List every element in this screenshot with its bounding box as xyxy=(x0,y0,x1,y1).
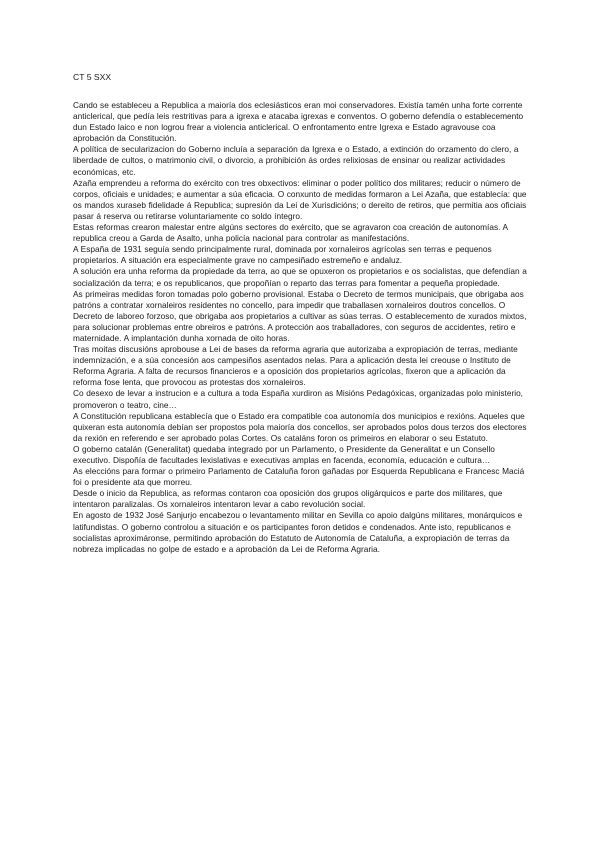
paragraph: Cando se estableceu a Republica a maioría dos eclesiásticos eran moi conservadores. Existía tamén unha forte corrente anticlerical, que pedía leis restritivas para a igrexa e atacaba igrexas e conventos. O goberno defendía o establecemento dun Estado laico e non logrou frear a violencia anticlerical. O enfrontamento entre Igrexa e Estado agravouse coa aprobación da Constitución. xyxy=(73,100,524,144)
paragraph: Tras moitas discusións aprobouse a Lei de bases da reforma agraria que autorizaba a expropiación de terras, mediante indemnización, e a súa concesión aos campesiños asentados nelas. Para a aplicación desta lei creouse o Instituto de Reforma Agraria. A falta de recursos financieros e a oposición dos propietarios agrícolas, fixeron que a aplicación da reforma fose lenta, que provocou as protestas dos xornaleiros. xyxy=(73,344,518,388)
document-title: CT 5 SXX xyxy=(73,72,112,82)
paragraph: Desde o inicio da Republica, as reformas contaron coa oposición dos grupos oligárquicos e parte dos militares, que intentaron paralizalas. Os xornaleiros intentaron levar a cabo revolución social. xyxy=(73,488,503,510)
paragraph: A Constitución republicana establecía que o Estado era compatible coa autonomía dos municipios e rexións. Aqueles que quixeran esta autonomía debían ser propostos pola maioría dos concellos, ser aprobados polos dous terzos dos electores da rexión en referendo e ser aprobado polas Cortes. Os cataláns foron os primeiros en elaborar o seu Estatuto. xyxy=(73,410,527,443)
paragraph: As eleccións para formar o primeiro Parlamento de Cataluña foron gañadas por Esquerda Republicana e Francesc Maciá foi o presidente ata que morreu. xyxy=(73,466,525,488)
paragraph: A política de secularizacion do Goberno incluía a separación da Igrexa e o Estado, a extinción do orzamento do clero, a liberdade de cultos, o matrimonio civil, o divorcio, a prohibición ás ordes relixiosas de ensinar ou realizar actividades económicas, etc. xyxy=(73,144,519,177)
paragraph: Azaña emprendeu a reforma do exército con tres obxectivos: eliminar o poder político dos militares; reducir o número de corpos, oficiais e unidades; e aumentar a súa eficacia. O conxunto de medidas formaron a Lei Azaña, que establecía: que os mandos xuraseb fidelidade á Republica; supresión da Lei de Xurisdicións; o dereito de retiros, que permitia aos oficiais pasar á reserva ou retirarse voluntariamente co soldo íntegro. xyxy=(73,177,527,221)
paragraph: A solución era unha reforma da propiedade da terra, ao que se opuxeron os propietarios e os socialistas, que defendían a socialización da terra; e os republicanos, que propoñían o reparto das terras para fomentar a pequeña propiedade. xyxy=(73,266,527,288)
paragraph: As primeiras medidas foron tomadas polo goberno provisional. Estaba o Decreto de termos municipais, que obrigaba aos patróns a contratar xornaleiros residentes no concello, para impedir que traballasen xornaleiros doutros concellos. O Decreto de laboreo forzoso, que obrigaba aos propietarios a cultivar as súas terras. O establecemento de xurados mixtos, para solucionar problemas entre obreiros e patróns. A protección aos traballadores, con seguros de accidentes, retiro e maternidade. A implantación dunha xornada de oito horas. xyxy=(73,288,527,343)
document-body xyxy=(73,100,529,555)
paragraph: Estas reformas crearon malestar entre algúns sectores do exército, que se agravaron coa creación de autonomías. A republica creou a Garda de Asalto, unha policía nacional para controlar as manifestacións. xyxy=(73,222,508,244)
paragraph: O goberno catalán (Generalitat) quedaba integrado por un Parlamento, o Presidente da Generalitat e un Consello executivo. Dispoñía de facultades lexislativas e executivas amplas en facenda, economía, educación e cultura… xyxy=(73,443,495,465)
paragraph: Co desexo de levar a instrucion e a cultura a toda España xurdiron as Misións Pedagóxicas, organizadas polo ministerio, promoveron o teatro, cine… xyxy=(73,388,523,410)
paragraph: En agosto de 1932 José Sanjurjo encabezou o levantamento militar en Sevilla co apoio dalgúns militares, monárquicos e latifundistas. O goberno controlou a situación e os participantes foron detidos e condenados. Ante isto, republicanos e socialistas aproximáronse, permitindo aprobación do Estatuto de Autonomía de Cataluña, a expropiación de terras da nobreza implicadas no golpe de estado e a aprobación da Lei de Reforma Agraria. xyxy=(73,510,523,554)
paragraph: A España de 1931 seguía sendo principalmente rural, dominada por xornaleiros agrícolas sen terras e pequenos propietarios. A situación era especialmente grave no campesiñado estremeño e andaluz. xyxy=(73,244,492,266)
